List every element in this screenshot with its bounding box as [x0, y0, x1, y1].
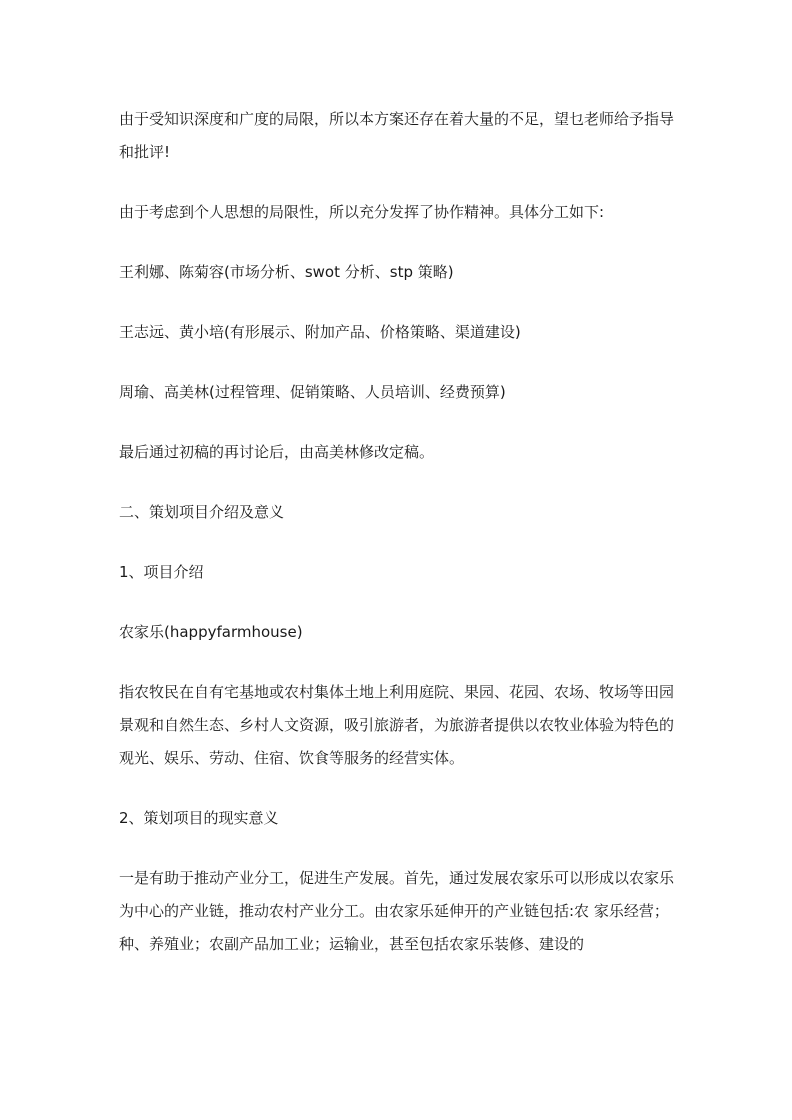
paragraph-division-intro: 由于考虑到个人思想的局限性，所以充分发挥了协作精神。具体分工如下: [119, 203, 605, 221]
subsection-heading-1: 1、项目介绍 [119, 563, 204, 581]
document-body [119, 103, 675, 988]
paragraph-significance: 一是有助于推动产业分工，促进生产发展。首先，通过发展农家乐可以形成以农家乐为中心的产业链，推动农村产业分工。由农家乐延伸开的产业链包括:农 家乐经营；种、养殖业；农副产品加工业；运输业，甚至包括农家乐装修、建设的 [119, 869, 675, 953]
paragraph-definition: 指农牧民在自有宅基地或农村集体土地上利用庭院、果园、花园、农场、牧场等田园景观和自然生态、乡村人文资源，吸引旅游者，为旅游者提供以农牧业体验为特色的观光、娱乐、劳动、住宿、饮食等服务的经营实体。 [119, 683, 675, 767]
paragraph-team-3: 周瑜、高美林(过程管理、促销策略、人员培训、经费预算) [119, 383, 506, 401]
section-heading-2: 二、策划项目介绍及意义 [119, 503, 285, 521]
paragraph-team-1: 王利娜、陈菊容(市场分析、swot 分析、stp 策略) [119, 263, 454, 281]
paragraph-disclaimer: 由于受知识深度和广度的局限，所以本方案还存在着大量的不足，望乜老师给予指导和批评! [119, 110, 675, 161]
paragraph-final-draft: 最后通过初稿的再讨论后，由高美林修改定稿。 [119, 443, 435, 461]
subsection-heading-2: 2、策划项目的现实意义 [119, 809, 279, 827]
paragraph-team-2: 王志远、黄小培(有形展示、附加产品、价格策略、渠道建设) [119, 323, 521, 341]
paragraph-term: 农家乐(happyfarmhouse) [119, 623, 303, 641]
